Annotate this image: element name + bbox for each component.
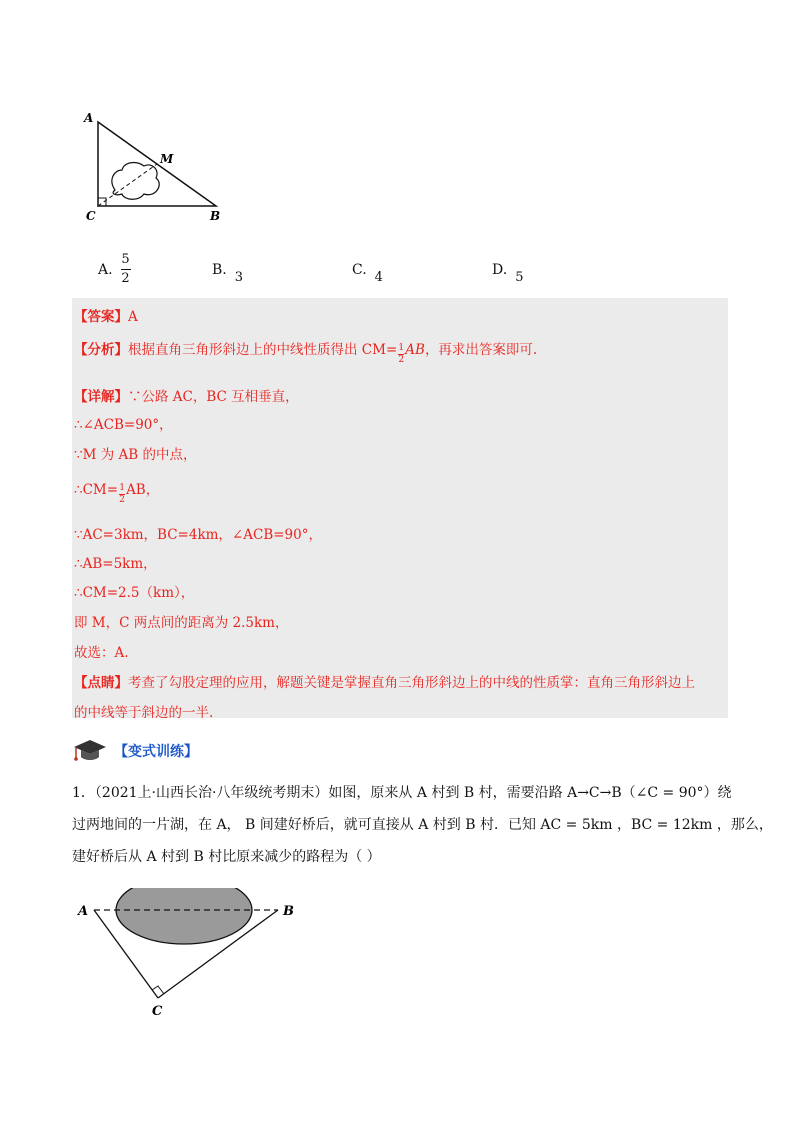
detail-line-2: ∴∠ACB=90°， [74,417,173,433]
analysis-tag: 【分析】 [74,342,128,358]
option-a-numerator: 5 [121,252,130,267]
label-b: B [283,904,294,919]
label-c: C [86,209,96,223]
option-a[interactable] [98,252,131,287]
graduation-cap-icon [72,738,108,764]
detail-line-4: ∴CM= $\frac{1}{2}$ AB， [74,482,160,505]
option-c-value: 4 [374,270,383,285]
option-a-fraction [121,252,131,287]
analysis-ab: AB [405,342,425,358]
detail-line-3: ∵M 为 AB 的中点， [74,447,197,463]
option-a-denominator: 2 [121,271,130,286]
section-header [72,738,198,764]
question-line-3: 建好桥后从 A 村到 B 村比原来减少的路程为（ ） [72,849,381,865]
analysis-line [74,338,537,365]
half-fraction: $\frac{1}{2}$ [398,343,405,365]
answer-value: A [128,309,138,325]
label-a: A [84,111,94,125]
lake-ellipse [116,888,252,944]
option-a-letter: A. [98,262,113,278]
comment-line-1: 【点睛】考查了勾股定理的应用，解题关键是掌握直角三角形斜边上的中线的性质掌：直角三角形斜边上 [74,675,695,691]
comment-line-2: 的中线等于斜边的一半. [74,705,214,721]
label-c: C [152,1004,163,1018]
option-c[interactable] [352,252,383,285]
option-d-letter: D. [492,262,508,278]
detail-line-6: ∴AB=5km， [74,556,157,572]
option-c-letter: C. [352,262,367,278]
section-title: 【变式训练】 [114,744,198,760]
detail-tag: 【详解】 [74,389,128,405]
detail-line-7: ∴CM=2.5（km）， [74,585,195,601]
question-line-2: 过两地间的一片湖，在 A， B 间建好桥后，就可直接从 A 村到 B 村．已知 AC = 5km ，BC = 12km ，那么， [72,817,773,833]
option-d[interactable] [492,252,523,285]
analysis-text-post: ，再求出答案即可. [424,342,538,358]
label-b: B [210,209,221,223]
detail-line-5: ∵AC=3km，BC=4km，∠ACB=90°， [74,527,322,543]
detail-line-1: 【详解】∵公路 AC，BC 互相垂直， [74,389,299,405]
option-b-value: 3 [234,270,244,285]
analysis-text-pre: 根据直角三角形斜边上的中线性质得出 CM= [128,342,398,358]
detail-line-9: 故选：A. [74,645,129,661]
label-m: M [160,152,174,166]
half-fraction-2: $\frac{1}{2}$ [119,483,125,505]
answer-line [74,305,138,325]
label-a: A [78,904,89,919]
question-line-1: 1．（2021上·山西长治·八年级统考期末）如图，原来从 A 村到 B 村，需要沿路 A→C→B（∠C = 90°）绕 [72,785,732,801]
triangle-figure-1 [80,108,280,233]
answer-tag: 【答案】 [74,309,128,325]
detail-line-8: 即 M，C 两点间的距离为 2.5km， [74,615,289,631]
option-d-value: 5 [515,270,524,285]
lake-bridge-figure [72,888,332,1018]
option-b-letter: B. [212,262,227,278]
option-b[interactable] [212,252,243,285]
comment-tag: 【点睛】 [74,675,128,691]
